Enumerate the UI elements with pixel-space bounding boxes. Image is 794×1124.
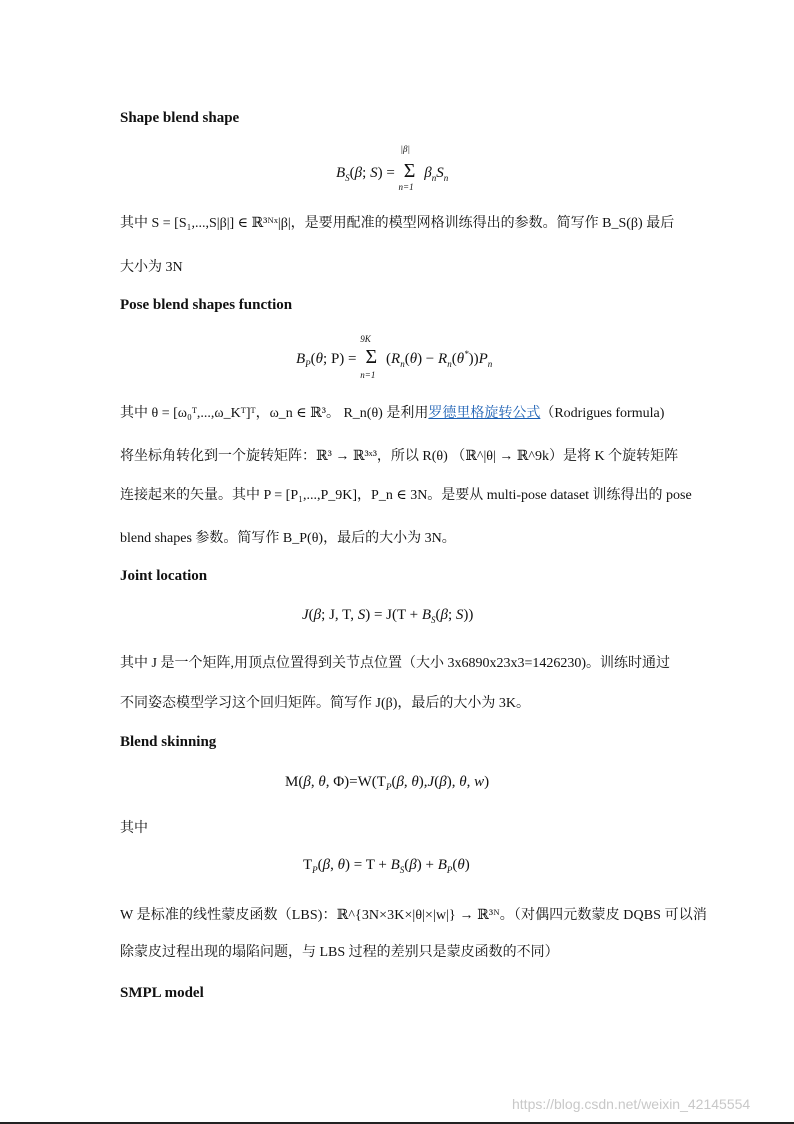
heading-joint-location: Joint location xyxy=(120,568,208,584)
paragraph-2-line-2: 将坐标角转化到一个旋转矩阵：ℝ³ → ℝ³ˣ³，所以 R(θ) （ℝ^|θ| → ℝ^9k）是将 K 个旋转矩阵 xyxy=(120,449,679,464)
equation-blend-skinning: M(β, θ, $\Phi)=W(T_P(\beta$, θ),J(β), θ, w) xyxy=(285,774,490,792)
sum-upper-limit: |β| xyxy=(400,144,410,154)
paragraph-2-line-1-post: （Rodrigues formula) xyxy=(540,406,665,421)
heading-shape-blend-shape: Shape blend shape xyxy=(120,110,240,126)
paragraph-4-line-1: 其中 xyxy=(120,821,148,836)
paragraph-5-line-2: 除蒙皮过程出现的塌陷问题，与 LBS 过程的差别只是蒙皮函数的不同） xyxy=(120,945,559,960)
sum-lower-limit: n=1 xyxy=(398,182,414,192)
paragraph-1-line-2: 大小为 3N xyxy=(120,260,183,275)
equation-joint-location: J(β; J, T, $S) = J(T + B_S(\beta$; S)) xyxy=(302,607,474,625)
equation-template-pose: $T_P(\beta$, $\theta) = T + B_S(\beta) + B_P(\theta)$ xyxy=(303,857,470,875)
sum-lower-limit-2: n=1 xyxy=(360,370,376,380)
paragraph-5-line-1: W 是标准的线性蒙皮函数（LBS)：ℝ^{3N×3K×|θ|×|w|} → ℝ³ᴺ。（对偶四元数蒙皮 DQBS 可以消 xyxy=(120,908,707,923)
heading-blend-skinning: Blend skinning xyxy=(120,734,217,750)
paragraph-2-line-4: blend shapes 参数。简写作 B_P(θ)，最后的大小为 3N。 xyxy=(120,531,456,546)
sum-upper-limit-2: 9K xyxy=(360,334,371,344)
paragraph-2-line-1-pre: 其中 θ = [ω₀ᵀ,...,ω_Kᵀ]ᵀ，ω_n ∈ ℝ³。 R_n(θ) 是利用 xyxy=(120,406,429,421)
rodrigues-formula-link[interactable]: 罗德里格旋转公式 xyxy=(428,406,541,421)
paragraph-1-line-1: 其中 S = [S₁,...,S|β|] ∈ ℝ³ᴺˣ|β|，是要用配准的模型网格训练得出的参数。简写作 B_S(β) 最后 xyxy=(120,216,675,231)
equation-pose-blend: $B_P(\theta$; P) = 9K Σ n=1 $(R_n(\theta) - R_n(\theta^*))P_n$ xyxy=(296,334,493,380)
heading-smpl-model: SMPL model xyxy=(120,985,204,1001)
paragraph-2-line-1 xyxy=(120,402,664,422)
watermark-url: https://blog.csdn.net/weixin_42145554 xyxy=(512,1096,751,1112)
paragraph-3-line-2: 不同姿态模型学习这个回归矩阵。简写作 J(β)，最后的大小为 3K。 xyxy=(120,696,531,711)
paragraph-2-line-3: 连接起来的矢量。其中 P = [P₁,...,P_9K]，P_n ∈ 3N。是要从 multi-pose dataset 训练得出的 pose xyxy=(120,488,692,503)
equation-shape-blend: $B_S(\beta$; S) = |β| Σ n=1 $\beta_nS_n$ xyxy=(336,144,449,192)
heading-pose-blend-shapes: Pose blend shapes function xyxy=(120,297,293,313)
paragraph-3-line-1: 其中 J 是一个矩阵,用顶点位置得到关节点位置（大小 3x6890x23x3=1426230)。训练时通过 xyxy=(120,656,671,671)
